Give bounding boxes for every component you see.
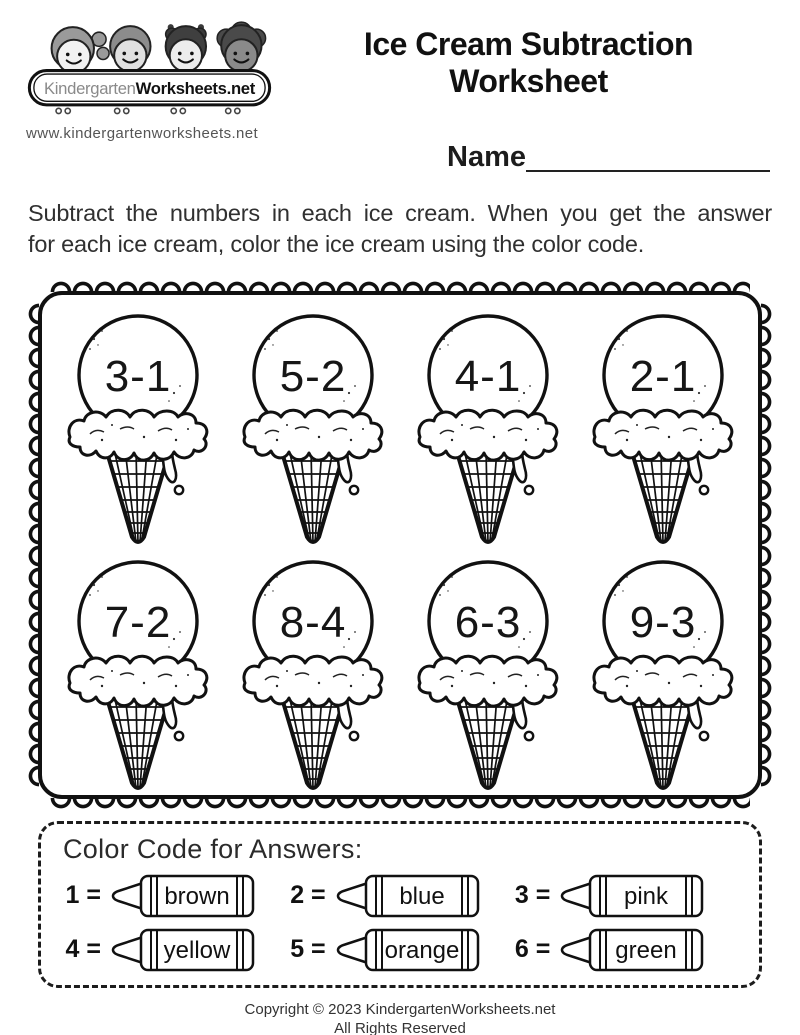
crayon-icon (556, 873, 706, 919)
color-item (288, 873, 513, 919)
site-url: www.kindergartenworksheets.net (26, 125, 259, 142)
crayon-icon (332, 927, 482, 973)
color-code-heading: Color Code for Answers: (63, 833, 363, 864)
crayon-color-text: yellow (163, 936, 231, 964)
header (0, 0, 800, 172)
scallop-border-bottom (50, 798, 750, 811)
crayon-icon (107, 873, 257, 919)
color-item-label: 4 = (65, 935, 101, 963)
problem-text: 5-2 (279, 351, 346, 401)
icecream-card (579, 547, 747, 793)
crayon-icon (107, 927, 257, 973)
problem-text: 6-3 (454, 597, 521, 647)
color-item (63, 873, 288, 919)
color-item (512, 927, 737, 973)
instructions-line-1: Subtract the numbers in each ice cream. When you get the answer (28, 200, 772, 226)
header-right (281, 12, 770, 172)
name-label: Name (447, 141, 526, 173)
name-blank-line (526, 140, 770, 172)
crayon-icon (332, 873, 482, 919)
worksheet-panel-inner (38, 291, 762, 799)
boy-icon (110, 26, 150, 71)
problem-text: 8-4 (279, 597, 346, 647)
problem-text: 2-1 (629, 351, 696, 401)
icecream-icon (54, 547, 222, 793)
scallop-border-right (761, 303, 774, 787)
problem-text: 3-1 (104, 351, 171, 401)
icecream-card (229, 547, 397, 793)
brand-text: KindergartenWorksheets.net (43, 78, 256, 98)
crayon-color-text: pink (624, 882, 669, 910)
squiggle-decor (56, 108, 240, 113)
crayon-color-text: blue (398, 882, 445, 910)
color-code-panel (38, 821, 762, 988)
icecream-icon (229, 547, 397, 793)
name-row (287, 140, 770, 172)
icecream-card (54, 547, 222, 793)
crayon-color-text: brown (164, 882, 230, 910)
color-item (63, 927, 288, 973)
color-item-label: 1 = (65, 881, 101, 909)
scallop-border-top (50, 279, 750, 292)
girl-ponytail-icon (52, 27, 110, 73)
boy-curly-icon (217, 22, 265, 71)
footer (0, 1000, 800, 1035)
problem-text: 4-1 (454, 351, 521, 401)
girl-pigtails-icon (166, 24, 206, 71)
icecream-icon (579, 547, 747, 793)
icecream-icon (54, 301, 222, 547)
icecream-grid (50, 301, 750, 793)
icecream-card (579, 301, 747, 547)
color-item-label: 5 = (290, 935, 326, 963)
color-item (288, 927, 513, 973)
crayon-color-text: green (615, 936, 678, 964)
copyright-line: Copyright © 2023 KindergartenWorksheets.net (244, 1000, 556, 1018)
worksheet-panel (38, 291, 762, 799)
logo-kids-banner (26, 12, 274, 118)
logo (26, 12, 281, 172)
page-title: Ice Cream Subtraction Worksheet (363, 26, 694, 99)
color-item-label: 2 = (290, 881, 326, 909)
icecream-icon (404, 547, 572, 793)
problem-text: 7-2 (104, 597, 171, 647)
icecream-card (229, 301, 397, 547)
color-item-label: 6 = (514, 935, 551, 963)
crayon-color-text: orange (384, 936, 460, 964)
icecream-icon (404, 301, 572, 547)
icecream-icon (579, 301, 747, 547)
instructions (28, 198, 772, 261)
icecream-card (404, 547, 572, 793)
rights-line: All Rights Reserved (334, 1020, 466, 1035)
color-item (512, 873, 737, 919)
instructions-line-2: for each ice cream, color the ice cream using the color code. (28, 231, 645, 258)
icecream-icon (229, 301, 397, 547)
icecream-card (404, 301, 572, 547)
color-code-grid (63, 873, 737, 973)
color-item-label: 3 = (514, 881, 551, 909)
crayon-icon (556, 927, 706, 973)
problem-text: 9-3 (629, 597, 696, 647)
icecream-card (54, 301, 222, 547)
